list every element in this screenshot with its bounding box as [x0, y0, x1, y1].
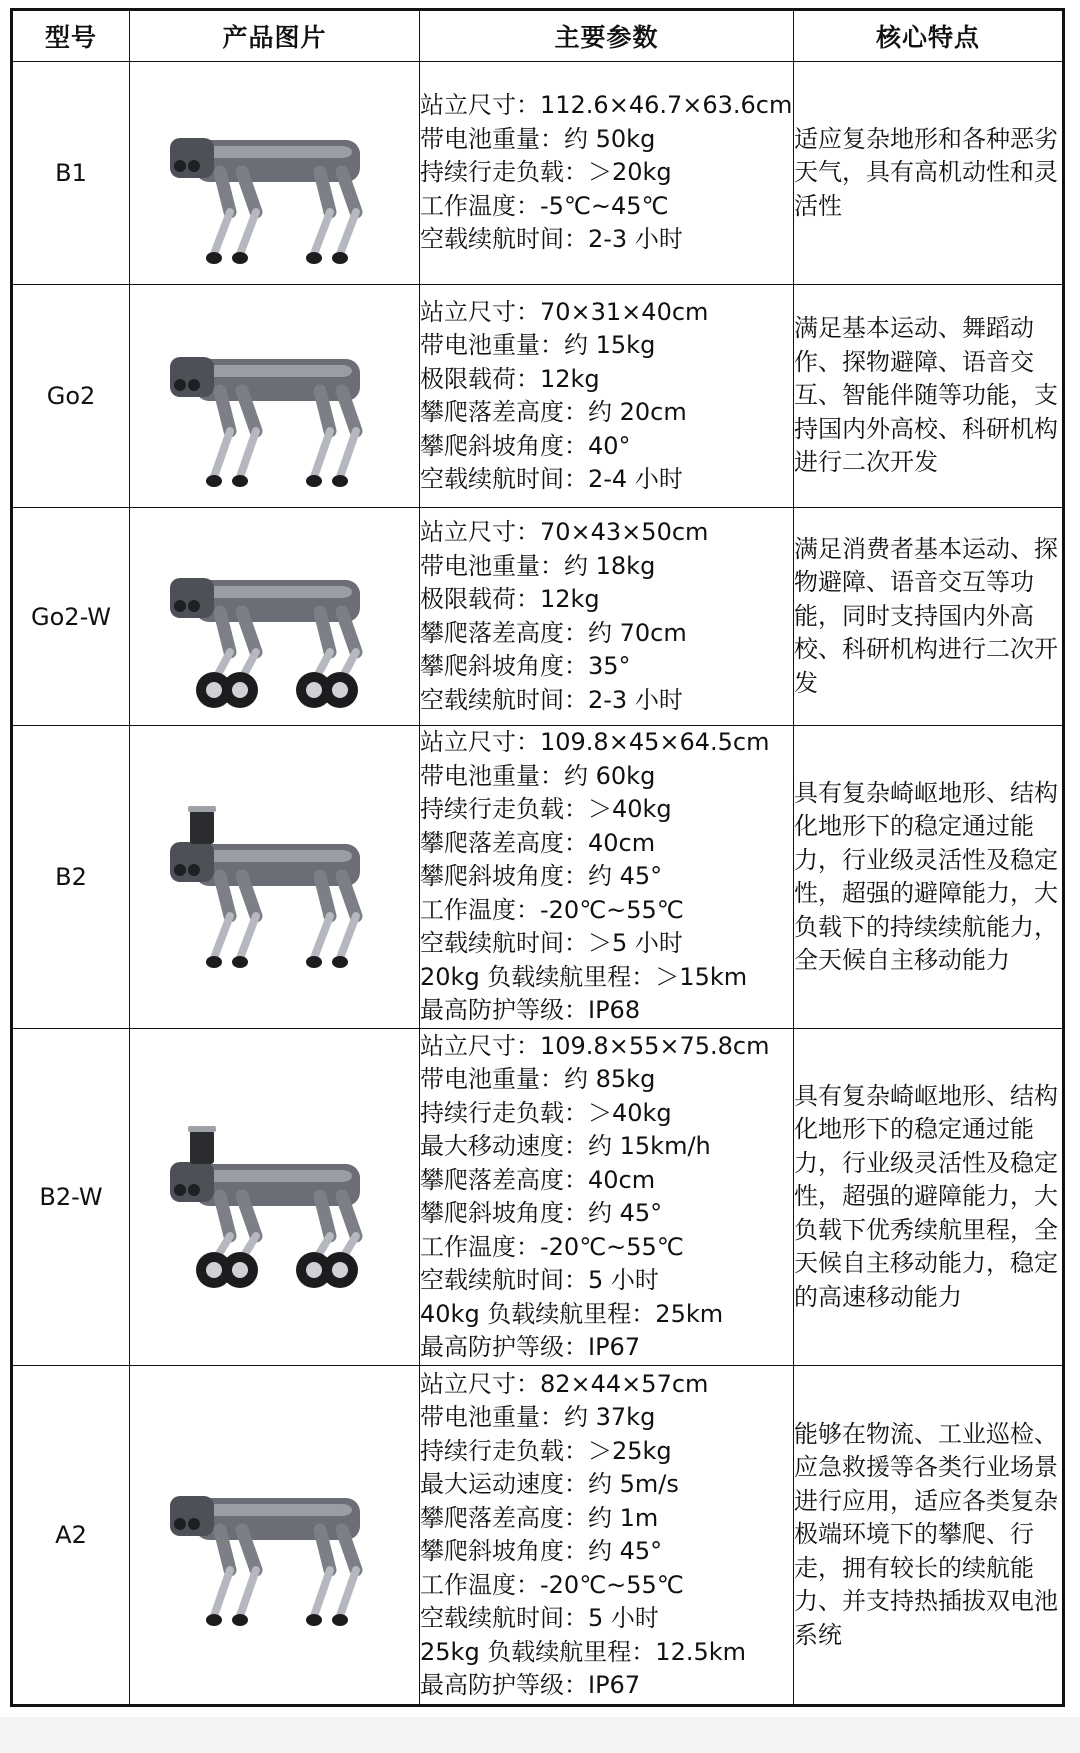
product-image-cell	[130, 285, 420, 508]
param-line: 攀爬斜坡角度：35°	[420, 652, 631, 680]
features-cell	[794, 1029, 1064, 1366]
robot-dog-a2	[130, 1440, 419, 1630]
param-line: 最高防护等级：IP67	[420, 1671, 641, 1699]
param-line: 带电池重量：约 60kg	[420, 761, 656, 790]
param-line: 攀爬斜坡角度：40°	[420, 431, 631, 460]
param-line: 空载续航时间：＞5 小时	[420, 929, 683, 958]
param-line: 带电池重量：约 50kg	[420, 124, 656, 153]
param-line: 工作温度：-5℃~45℃	[420, 191, 669, 220]
features-cell	[794, 726, 1064, 1029]
param-line: 攀爬落差高度：40cm	[420, 1165, 656, 1194]
feature-text: 适应复杂地形和各种恶劣天气，具有高机动性和灵活性	[794, 124, 1058, 220]
model-name: B2-W	[12, 1029, 130, 1366]
table-header-row	[12, 10, 1064, 62]
product-image-cell	[130, 1366, 420, 1706]
param-line: 空载续航时间：2-3 小时	[420, 685, 683, 714]
features-cell	[794, 508, 1064, 726]
param-line: 攀爬斜坡角度：约 45°	[420, 862, 663, 891]
features-cell	[794, 62, 1064, 285]
table-row	[12, 285, 1064, 508]
model-name: Go2-W	[12, 508, 130, 726]
param-line: 攀爬斜坡角度：约 45°	[420, 1537, 663, 1565]
product-spec-table	[10, 8, 1065, 1707]
header-features: 核心特点	[794, 10, 1064, 62]
param-line: 站立尺寸：70×43×50cm	[420, 518, 709, 546]
feature-text: 具有复杂崎岖地形、结构化地形下的稳定通过能力，行业级灵活性及稳定性，超强的避障能力，大负载下的持续续航能力，全天候自主移动能力	[794, 778, 1058, 974]
param-line: 空载续航时间：5 小时	[420, 1266, 659, 1294]
param-line: 站立尺寸：112.6×46.7×63.6cm	[420, 91, 793, 120]
feature-text: 满足基本运动、舞蹈动作、探物避障、语音交互、智能伴随等功能，支持国内外高校、科研机构进行二次开发	[794, 314, 1058, 477]
robot-dog-b2	[130, 782, 419, 972]
product-image-cell	[130, 726, 420, 1029]
param-line: 攀爬落差高度：约 1m	[420, 1503, 659, 1532]
feature-text: 具有复杂崎岖地形、结构化地形下的稳定通过能力，行业级灵活性及稳定性，超强的避障能力，大负载下优秀续航里程，全天候自主移动能力，稳定的高速移动能力	[794, 1081, 1058, 1311]
params-cell	[420, 508, 794, 726]
param-line: 持续行走负载：＞20kg	[420, 158, 672, 187]
param-line: 攀爬斜坡角度：约 45°	[420, 1199, 663, 1227]
model-name: B2	[12, 726, 130, 1029]
param-line: 攀爬落差高度：约 20cm	[420, 398, 687, 426]
product-image-cell	[130, 62, 420, 285]
header-model: 型号	[12, 10, 130, 62]
param-line: 持续行走负载：＞25kg	[420, 1436, 672, 1465]
params-cell	[420, 726, 794, 1029]
param-line: 攀爬落差高度：40cm	[420, 828, 656, 857]
table-row	[12, 62, 1064, 285]
robot-dog-b2-w	[130, 1102, 419, 1292]
param-line: 20kg 负载续航里程：＞15km	[420, 962, 748, 991]
param-line: 攀爬落差高度：约 70cm	[420, 618, 687, 647]
param-line: 带电池重量：约 18kg	[420, 551, 656, 580]
model-name: B1	[12, 62, 130, 285]
table-row	[12, 1029, 1064, 1366]
param-line: 最高防护等级：IP67	[420, 1333, 641, 1361]
feature-text: 能够在物流、工业巡检、应急救援等各类行业场景进行应用，适应各类复杂极端环境下的攀爬、行走，拥有较长的续航能力、并支持热插拔双电池系统	[794, 1419, 1058, 1649]
param-line: 带电池重量：约 37kg	[420, 1403, 656, 1431]
param-line: 站立尺寸：82×44×57cm	[420, 1369, 709, 1398]
param-line: 工作温度：-20℃~55℃	[420, 895, 684, 924]
param-line: 空载续航时间：5 小时	[420, 1604, 659, 1632]
header-image: 产品图片	[130, 10, 420, 62]
features-cell	[794, 1366, 1064, 1706]
features-cell	[794, 285, 1064, 508]
table-row	[12, 726, 1064, 1029]
param-line: 持续行走负载：＞40kg	[420, 1098, 672, 1127]
param-line: 最大移动速度：约 15km/h	[420, 1132, 711, 1160]
product-image-cell	[130, 508, 420, 726]
param-line: 持续行走负载：＞40kg	[420, 795, 672, 824]
param-line: 站立尺寸：109.8×55×75.8cm	[420, 1031, 770, 1060]
model-name: Go2	[12, 285, 130, 508]
param-line: 带电池重量：约 85kg	[420, 1065, 656, 1093]
param-line: 40kg 负载续航里程：25km	[420, 1299, 724, 1328]
product-image-cell	[130, 1029, 420, 1366]
param-line: 站立尺寸：70×31×40cm	[420, 297, 709, 326]
params-cell	[420, 1366, 794, 1706]
table-row	[12, 508, 1064, 726]
robot-dog-go2-w	[130, 522, 419, 712]
feature-text: 满足消费者基本运动、探物避障、语音交互等功能，同时支持国内外高校、科研机构进行二次开发	[794, 534, 1058, 697]
param-line: 空载续航时间：2-3 小时	[420, 225, 683, 254]
robot-dog-b1	[130, 78, 419, 268]
robot-dog-go2	[130, 301, 419, 491]
param-line: 极限载荷：12kg	[420, 364, 600, 393]
param-line: 带电池重量：约 15kg	[420, 331, 656, 359]
param-line: 最大运动速度：约 5m/s	[420, 1470, 679, 1498]
param-line: 工作温度：-20℃~55℃	[420, 1570, 684, 1599]
header-params: 主要参数	[420, 10, 794, 62]
model-name: A2	[12, 1366, 130, 1706]
param-line: 25kg 负载续航里程：12.5km	[420, 1637, 747, 1666]
param-line: 工作温度：-20℃~55℃	[420, 1232, 684, 1261]
table-row	[12, 1366, 1064, 1706]
param-line: 空载续航时间：2-4 小时	[420, 465, 683, 493]
params-cell	[420, 285, 794, 508]
param-line: 站立尺寸：109.8×45×64.5cm	[420, 728, 770, 757]
params-cell	[420, 1029, 794, 1366]
param-line: 最高防护等级：IP68	[420, 996, 641, 1025]
params-cell	[420, 62, 794, 285]
param-line: 极限载荷：12kg	[420, 585, 600, 613]
